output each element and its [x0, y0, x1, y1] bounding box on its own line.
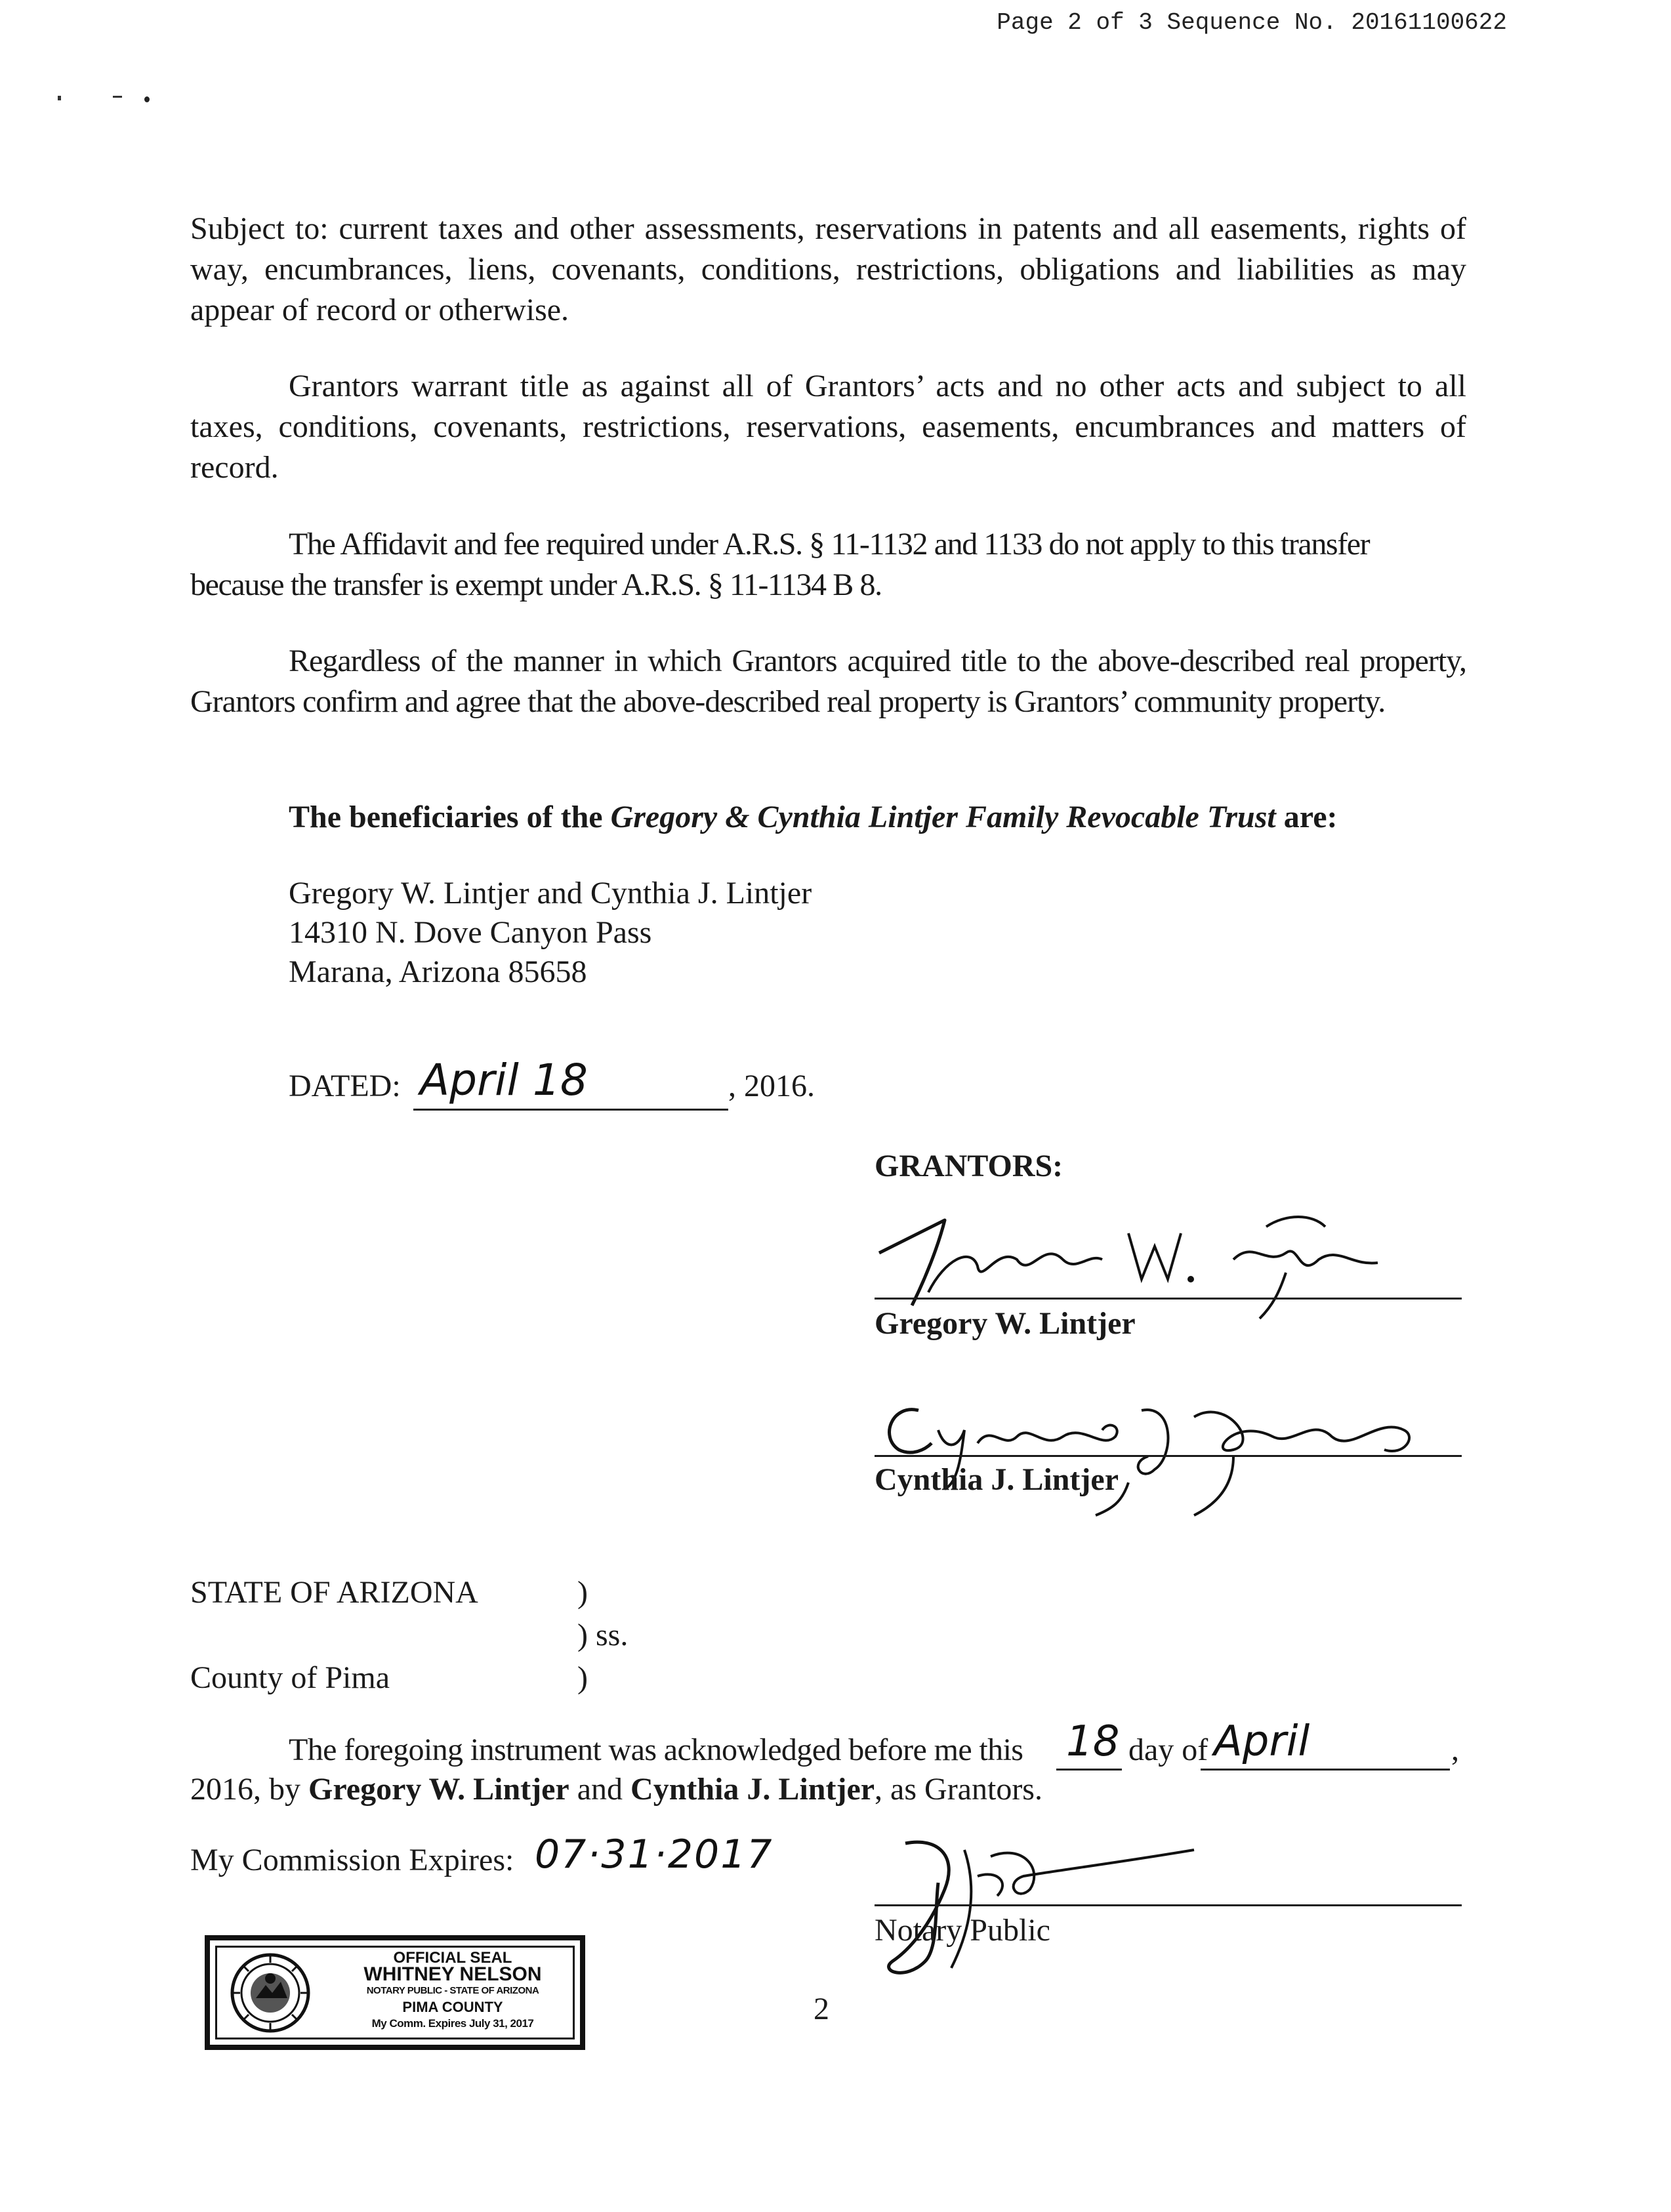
dated-blank-line	[413, 1109, 728, 1111]
community-property-paragraph: Regardless of the manner in which Grantors acquired title to the above-described real property, Grantors confirm and agree that the above-described real property is Grantors’ community property.	[190, 644, 1466, 719]
arizona-state-seal-emblem	[230, 1952, 312, 2034]
ack-name-2: Cynthia J. Lintjer	[630, 1772, 875, 1807]
dated-handwritten: April 18	[420, 1055, 588, 1105]
seal-line-3: NOTARY PUBLIC - STATE OF ARIZONA	[366, 1985, 539, 1996]
ack-month-handwritten: April	[1214, 1717, 1310, 1766]
gregory-signature-drawing	[866, 1207, 1404, 1319]
ack-day-line	[1056, 1769, 1122, 1771]
dated-year: , 2016.	[728, 1069, 815, 1103]
acknowledgment-line1-prefix: The foregoing instrument was acknowledged before me this	[289, 1732, 1023, 1767]
commission-date-handwritten: 07·31·2017	[535, 1832, 774, 1877]
seal-line-1: OFFICIAL SEAL	[393, 1949, 512, 1967]
notary-public-label: Notary Public	[875, 1913, 1050, 1948]
grantor2-name: Cynthia J. Lintjer	[875, 1462, 1119, 1497]
beneficiary-city: Marana, Arizona 85658	[289, 954, 587, 989]
venue-paren-3: )	[577, 1660, 588, 1695]
ack-name-1: Gregory W. Lintjer	[308, 1772, 569, 1807]
seal-line-2: WHITNEY NELSON	[363, 1963, 542, 1985]
beneficiary-street: 14310 N. Dove Canyon Pass	[289, 915, 652, 950]
warranty-paragraph: Grantors warrant title as against all of Grantors’ acts and no other acts and subject to all taxes, conditions, covenants, restrictions, reservations, easements, encumbrances and matters of record.	[190, 369, 1466, 485]
page-header: Page 2 of 3 Sequence No. 20161100622	[997, 9, 1507, 36]
grantor1-signature-line	[875, 1298, 1462, 1300]
official-seal-stamp	[205, 1935, 585, 2050]
grantor2-signature-line	[875, 1455, 1462, 1457]
seal-line-5: My Comm. Expires July 31, 2017	[371, 2017, 534, 2030]
venue-state: STATE OF ARIZONA	[190, 1575, 478, 1610]
acknowledgment-line2: 2016, by Gregory W. Lintjer and Cynthia J. Lintjer, as Grantors.	[190, 1772, 1042, 1807]
notary-signature-drawing	[866, 1830, 1233, 1988]
beneficiary-names: Gregory W. Lintjer and Cynthia J. Lintjer	[289, 876, 812, 911]
venue-paren-1: )	[577, 1575, 588, 1610]
seal-line-4: PIMA COUNTY	[402, 1999, 503, 2015]
commission-label: My Commission Expires:	[190, 1843, 514, 1877]
subject-to-paragraph: Subject to: current taxes and other assessments, reservations in patents and all easements, rights of way, encumbrances, liens, covenants, conditions, restrictions, obligations and liabilities as may appear of record or otherwise.	[190, 211, 1466, 327]
seal-text-block	[341, 1950, 564, 2032]
ack-day-handwritten: 18	[1066, 1717, 1120, 1766]
affidavit-paragraph: The Affidavit and fee required under A.R.S. § 11-1132 and 1133 do not apply to this transfer because the transfer is exempt under A.R.S. § 11-1134 B 8.	[190, 527, 1370, 602]
ack-comma: ,	[1451, 1732, 1459, 1767]
page-number: 2	[814, 1992, 829, 2026]
grantor1-name: Gregory W. Lintjer	[875, 1306, 1136, 1341]
dated-label: DATED:	[289, 1069, 401, 1103]
beneficiaries-heading: The beneficiaries of the Gregory & Cynthia Lintjer Family Revocable Trust are:	[289, 800, 1338, 834]
grantors-heading: GRANTORS:	[875, 1149, 1063, 1183]
notary-signature-line	[875, 1904, 1462, 1906]
trust-name: Gregory & Cynthia Lintjer Family Revocable Trust	[610, 800, 1276, 834]
venue-ss: ) ss.	[577, 1618, 629, 1652]
ack-month-line	[1201, 1769, 1450, 1771]
venue-county: County of Pima	[190, 1660, 390, 1695]
ack-day-of: day of	[1128, 1732, 1208, 1767]
